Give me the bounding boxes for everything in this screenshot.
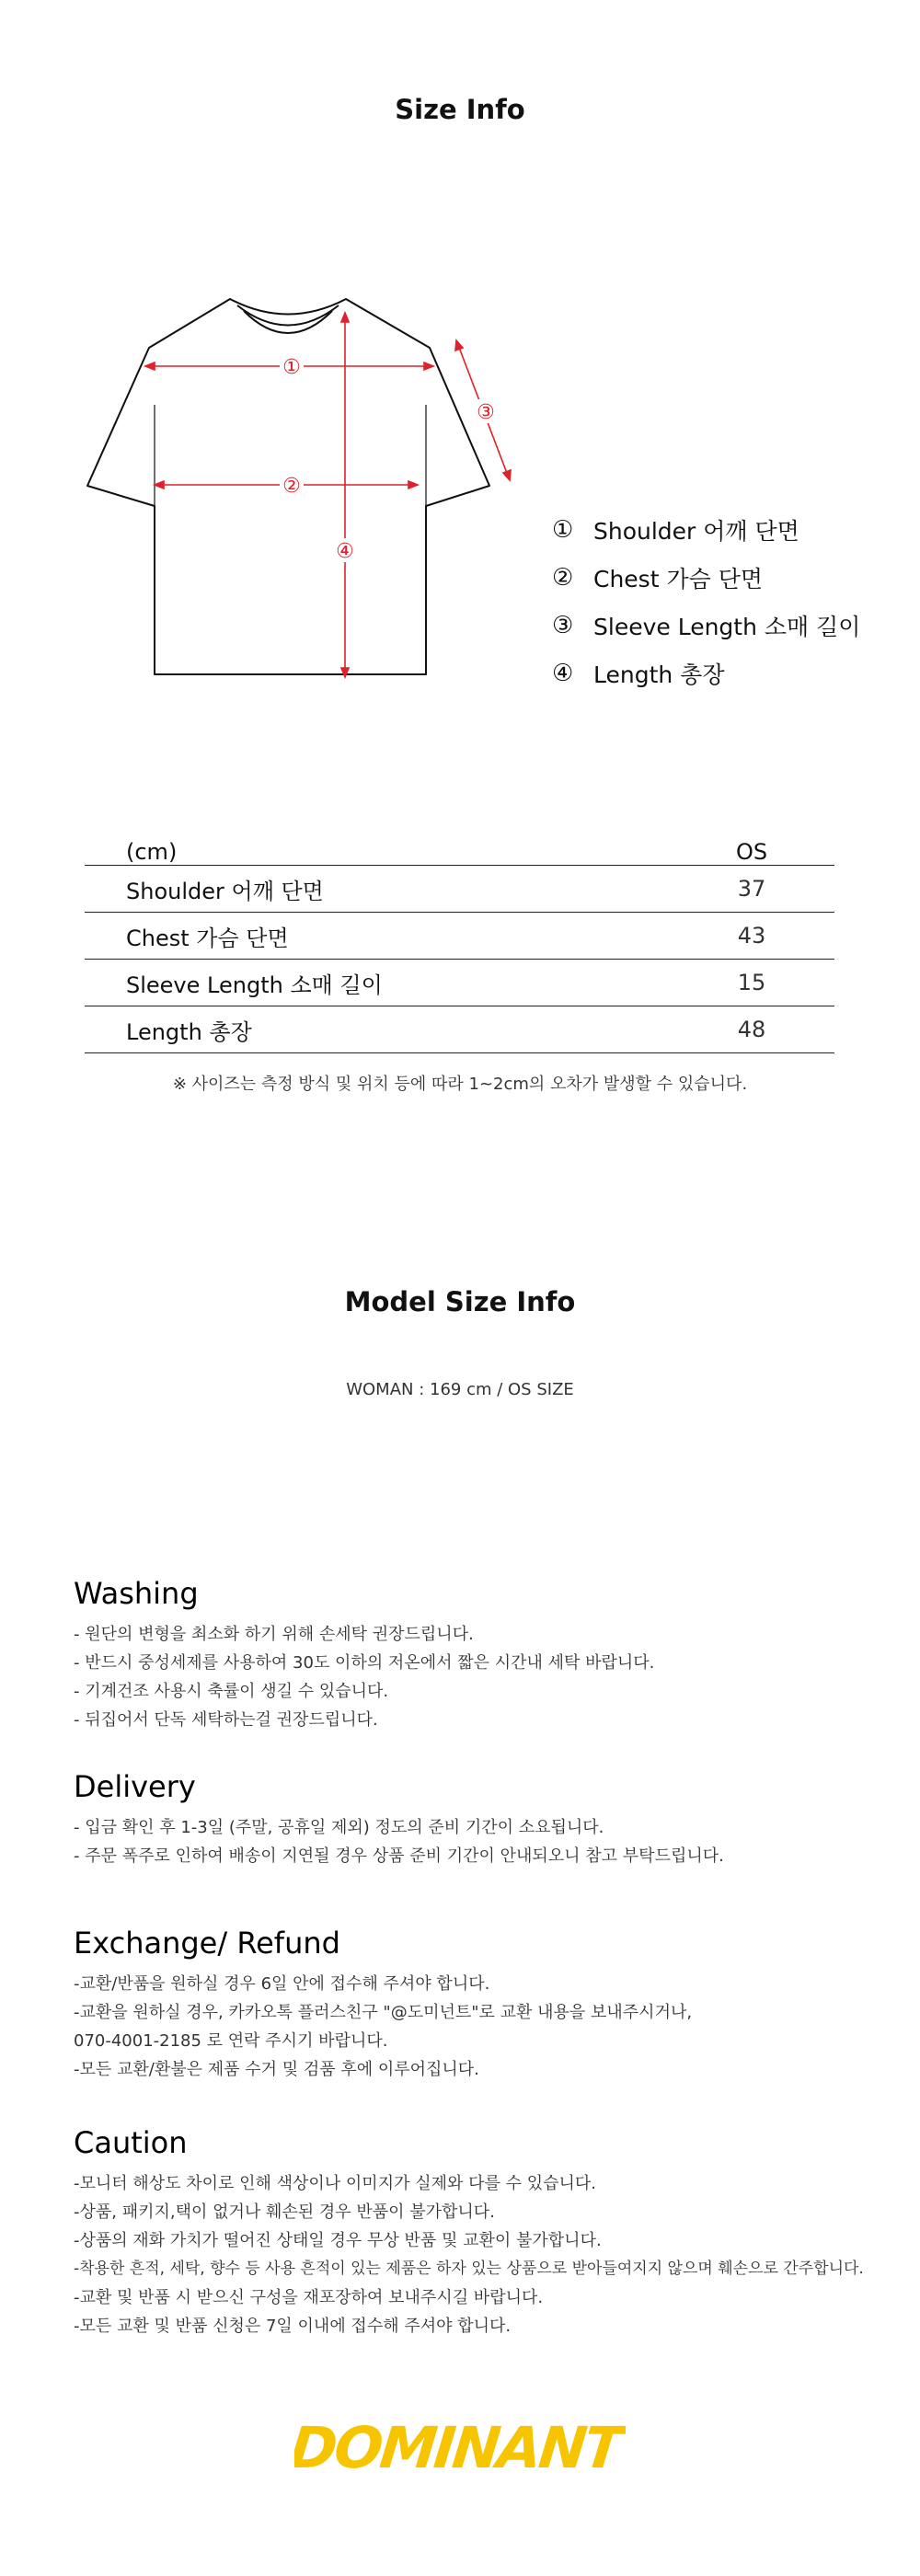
list-item: -착용한 흔적, 세탁, 향수 등 사용 흔적이 있는 제품은 하자 있는 상품으로 받아들여지지 않으며 훼손으로 간주합니다. xyxy=(74,2260,864,2278)
delivery-section xyxy=(74,1769,883,1870)
legend-item-shoulder xyxy=(552,506,860,554)
exchange-refund-section xyxy=(74,1926,883,2084)
marker-shoulder: ① xyxy=(282,356,301,379)
row-value: 43 xyxy=(669,913,834,960)
row-label: Chest 가슴 단면 xyxy=(85,913,669,960)
dominant-logo xyxy=(294,2401,626,2484)
legend-label: Chest 가슴 단면 xyxy=(593,566,764,592)
measurement-legend xyxy=(552,506,860,697)
list-item: -상품의 재화 가치가 떨어진 상태일 경우 무상 반품 및 교환이 불가합니다. xyxy=(74,2231,602,2250)
list-item: 070-4001-2185 로 연락 주시기 바랍니다. xyxy=(74,2031,388,2051)
row-value: 48 xyxy=(669,1006,834,1053)
marker-chest: ② xyxy=(282,475,301,498)
legend-item-sleeve xyxy=(552,602,860,650)
washing-section xyxy=(74,1576,883,1734)
list-item: -상품, 패키지,택이 없거나 훼손된 경우 반품이 불가합니다. xyxy=(74,2202,495,2222)
section-title: Delivery xyxy=(74,1769,196,1804)
section-title: Exchange/ Refund xyxy=(74,1926,340,1961)
legend-number: ① xyxy=(552,516,574,544)
list-item: - 뒤집어서 단독 세탁하는걸 권장드립니다. xyxy=(74,1710,378,1730)
tshirt-measurement-diagram xyxy=(74,276,515,690)
list-item: -모니터 해상도 차이로 인해 색상이나 이미지가 실제와 다를 수 있습니다. xyxy=(74,2174,596,2193)
unit-header: (cm) xyxy=(85,828,669,866)
legend-label: Length 총장 xyxy=(593,661,725,688)
legend-item-chest xyxy=(552,554,860,602)
table-row xyxy=(85,960,834,1006)
model-size-text: WOMAN : 169 cm / OS SIZE xyxy=(346,1380,574,1399)
section-title: Washing xyxy=(74,1576,199,1611)
list-item: -모든 교환 및 반품 신청은 7일 이내에 접수해 주셔야 합니다. xyxy=(74,2317,512,2336)
legend-label: Sleeve Length 소매 길이 xyxy=(593,614,861,640)
size-note: ※ 사이즈는 측정 방식 및 위치 등에 따라 1~2cm의 오차가 발생할 수 있습니다. xyxy=(172,1075,748,1094)
legend-number: ③ xyxy=(552,612,574,639)
section-title: Caution xyxy=(74,2125,188,2160)
list-item: -교환 및 반품 시 받으신 구성을 재포장하여 보내주시길 바랍니다. xyxy=(74,2288,544,2307)
row-label: Shoulder 어깨 단면 xyxy=(85,866,669,913)
row-label: Sleeve Length 소매 길이 xyxy=(85,960,669,1006)
logo-text: DOMINANT xyxy=(294,2414,624,2481)
size-table xyxy=(85,828,834,1053)
list-item: - 반드시 중성세제를 사용하여 30도 이하의 저온에서 짧은 시간내 세탁 바랍니다. xyxy=(74,1653,655,1673)
row-value: 15 xyxy=(669,960,834,1006)
list-item: - 주문 폭주로 인하여 배송이 지연될 경우 상품 준비 기간이 안내되오니 참고 부탁드립니다. xyxy=(74,1846,724,1866)
list-item: -교환/반품을 원하실 경우 6일 안에 접수해 주셔야 합니다. xyxy=(74,1974,490,1994)
row-value: 37 xyxy=(669,866,834,913)
marker-length: ④ xyxy=(336,540,354,563)
list-item: - 기계건조 사용시 축률이 생길 수 있습니다. xyxy=(74,1682,389,1701)
caution-section xyxy=(74,2125,883,2340)
size-info-title: Size Info xyxy=(395,94,525,125)
table-row xyxy=(85,866,834,913)
table-row xyxy=(85,1006,834,1053)
list-item: - 입금 확인 후 1-3일 (주말, 공휴일 제외) 정도의 준비 기간이 소요됩니다. xyxy=(74,1818,604,1837)
table-row xyxy=(85,913,834,960)
marker-sleeve: ③ xyxy=(477,401,495,424)
list-item: -교환을 원하실 경우, 카카오톡 플러스친구 "@도미넌트"로 교환 내용을 보내주시거나, xyxy=(74,2003,693,2022)
list-item: - 원단의 변형을 최소화 하기 위해 손세탁 권장드립니다. xyxy=(74,1625,474,1644)
model-size-title: Model Size Info xyxy=(344,1286,576,1317)
legend-item-length xyxy=(552,650,860,697)
legend-number: ④ xyxy=(552,660,574,687)
list-item: -모든 교환/환불은 제품 수거 및 검품 후에 이루어집니다. xyxy=(74,2060,479,2079)
size-table-header xyxy=(85,828,834,866)
legend-label: Shoulder 어깨 단면 xyxy=(593,518,799,545)
row-label: Length 총장 xyxy=(85,1006,669,1053)
size-header: OS xyxy=(669,828,834,866)
legend-number: ② xyxy=(552,564,574,592)
brand-logo xyxy=(0,2401,920,2488)
